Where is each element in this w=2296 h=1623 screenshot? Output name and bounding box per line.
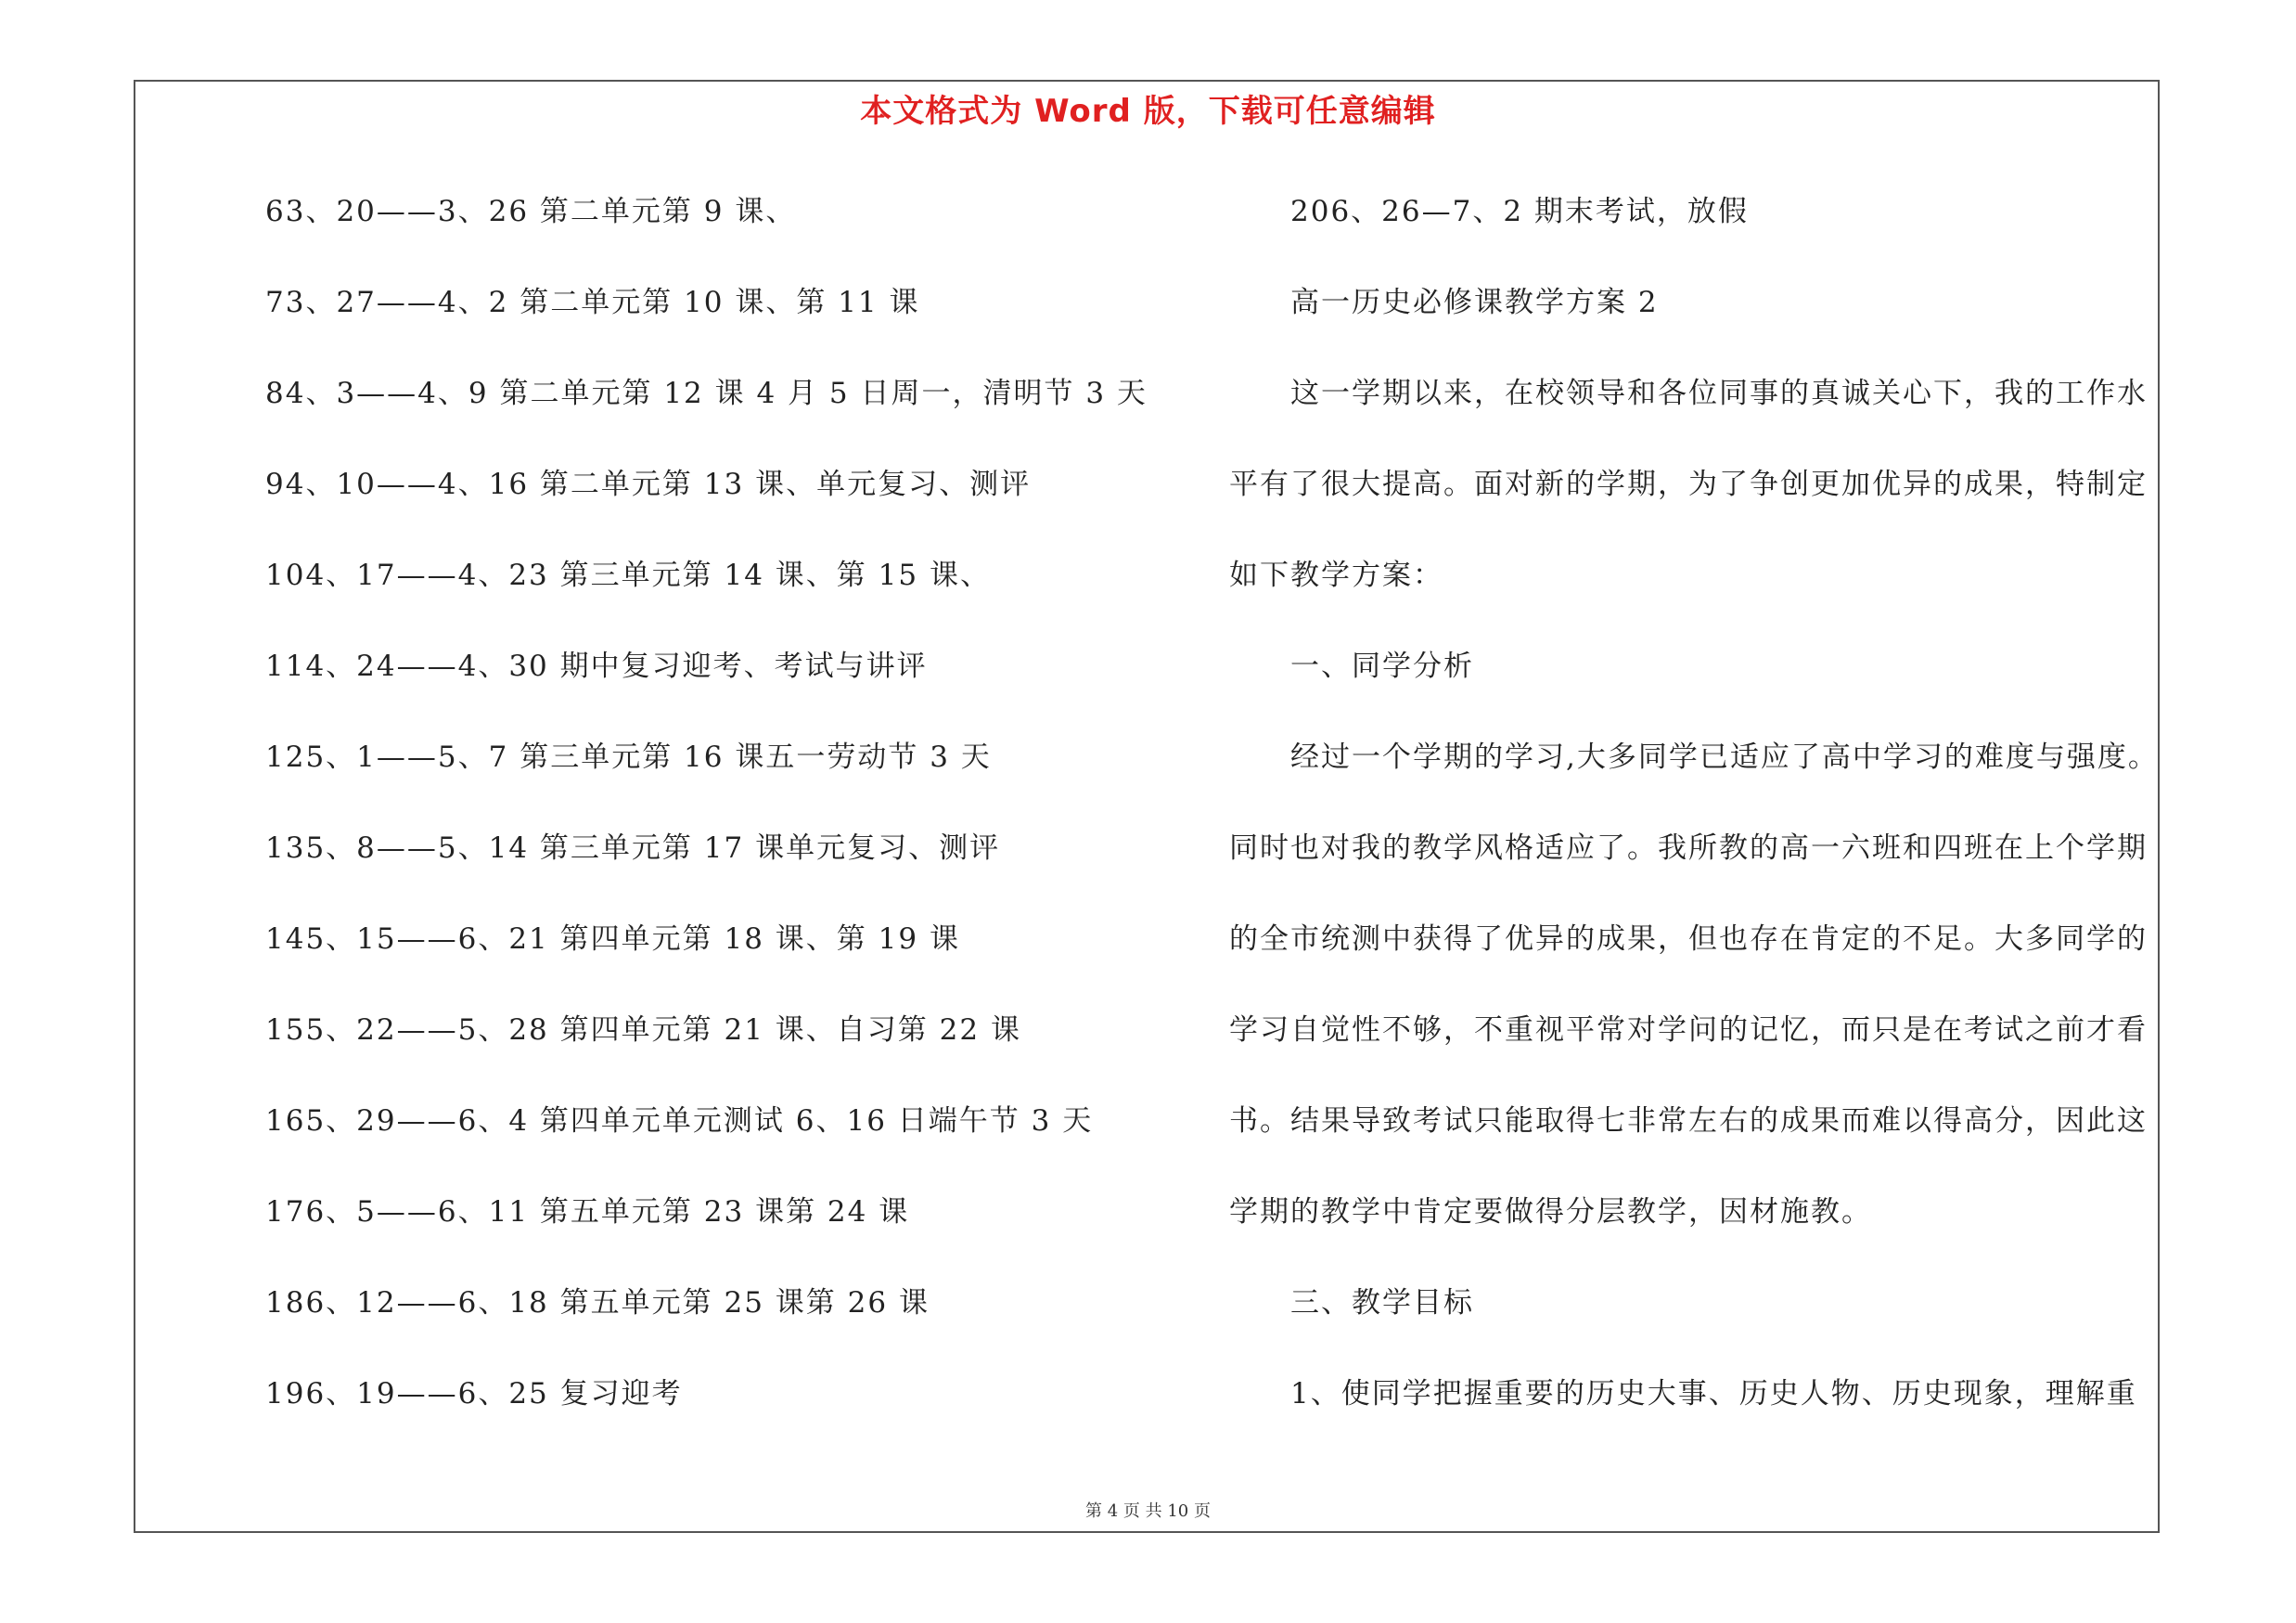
paragraph-line: 平有了很大提高。面对新的学期，为了争创更加优异的成果，特制定 bbox=[1229, 468, 2148, 501]
schedule-line: 63、20——3、26 第二单元第 9 课、 bbox=[265, 195, 797, 228]
paragraph-line: 学习自觉性不够，不重视平常对学问的记忆，而只是在考试之前才看 bbox=[1229, 1013, 2148, 1047]
header-banner: 本文格式为 Word 版，下载可任意编辑 bbox=[860, 93, 1436, 130]
schedule-line: 84、3——4、9 第二单元第 12 课 4 月 5 日周一，清明节 3 天 bbox=[265, 377, 1148, 410]
section-heading: 一、同学分析 bbox=[1290, 650, 1474, 683]
schedule-line: 125、1——5、7 第三单元第 16 课五一劳动节 3 天 bbox=[265, 741, 992, 774]
schedule-line: 186、12——6、18 第五单元第 25 课第 26 课 bbox=[265, 1286, 930, 1320]
paragraph-line: 书。结果导致考试只能取得七非常左右的成果而难以得高分，因此这 bbox=[1229, 1104, 2148, 1138]
schedule-line: 206、26—7、2 期末考试，放假 bbox=[1290, 195, 1749, 228]
schedule-line: 176、5——6、11 第五单元第 23 课第 24 课 bbox=[265, 1195, 910, 1229]
left-column bbox=[265, 189, 1202, 1462]
section-heading: 三、教学目标 bbox=[1290, 1286, 1474, 1320]
paragraph-line: 学期的教学中肯定要做得分层教学，因材施教。 bbox=[1229, 1195, 1872, 1229]
paragraph-line: 1、使同学把握重要的历史大事、历史人物、历史现象，理解重 bbox=[1290, 1377, 2137, 1410]
paragraph-line: 如下教学方案： bbox=[1229, 559, 1443, 592]
page-number: 第 4 页 共 10 页 bbox=[1085, 1501, 1211, 1521]
right-column bbox=[1229, 189, 2157, 1462]
schedule-line: 94、10——4、16 第二单元第 13 课、单元复习、测评 bbox=[265, 468, 1032, 501]
paragraph-line: 的全市统测中获得了优异的成果，但也存在肯定的不足。大多同学的 bbox=[1229, 922, 2148, 956]
schedule-line: 145、15——6、21 第四单元第 18 课、第 19 课 bbox=[265, 922, 960, 956]
section-title: 高一历史必修课教学方案 2 bbox=[1290, 286, 1659, 319]
schedule-line: 165、29——6、4 第四单元单元测试 6、16 日端午节 3 天 bbox=[265, 1104, 1094, 1138]
schedule-line: 196、19——6、25 复习迎考 bbox=[265, 1377, 683, 1410]
schedule-line: 155、22——5、28 第四单元第 21 课、自习第 22 课 bbox=[265, 1013, 1021, 1047]
schedule-line: 73、27——4、2 第二单元第 10 课、第 11 课 bbox=[265, 286, 920, 319]
schedule-line: 104、17——4、23 第三单元第 14 课、第 15 课、 bbox=[265, 559, 991, 592]
paragraph-line: 经过一个学期的学习,大多同学已适应了高中学习的难度与强度。 bbox=[1290, 741, 2159, 774]
schedule-line: 114、24——4、30 期中复习迎考、考试与讲评 bbox=[265, 650, 928, 683]
paragraph-line: 同时也对我的教学风格适应了。我所教的高一六班和四班在上个学期 bbox=[1229, 831, 2148, 865]
schedule-line: 135、8——5、14 第三单元第 17 课单元复习、测评 bbox=[265, 831, 1001, 865]
paragraph-line: 这一学期以来，在校领导和各位同事的真诚关心下，我的工作水 bbox=[1290, 377, 2148, 410]
